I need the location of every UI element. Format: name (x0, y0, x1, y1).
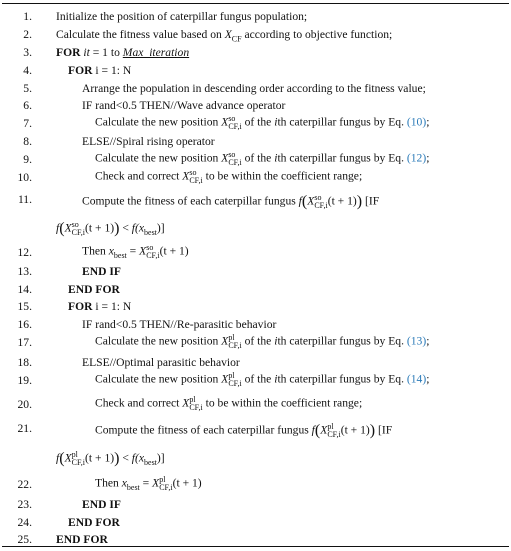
line-number: 21. (17, 422, 32, 435)
line-text: Check and correct X pl CF,i to be within the coefficient range; (95, 395, 363, 412)
line-number: 11. (17, 193, 32, 206)
top-rule (2, 3, 509, 4)
line-text: Calculate the fitness value based on $X_{CF}$ according to objective function; (56, 28, 393, 44)
line-number: 17. (17, 336, 32, 349)
line-text: Calculate the new position X pl CF,i of the ith caterpillar fungus by Eq. (14); (95, 371, 430, 388)
line-continuation: f(X so CF,i $(t + 1)) < f(x_{best})$] (56, 220, 165, 237)
line-number: 22. (17, 478, 32, 491)
line-text: IF rand<0.5 THEN//Re-parasitic behavior (82, 318, 277, 331)
line-text: Calculate the new position X so CF,i of the ith caterpillar fungus by Eq. (10); (95, 114, 430, 131)
line-number: 25. (17, 533, 32, 546)
line-number: 24. (17, 516, 32, 529)
line-number: 15. (17, 300, 32, 313)
line-text: END IF (82, 498, 121, 511)
line-number: 5. (23, 82, 32, 95)
line-text: Check and correct X so CF,i to be within the coefficient range; (95, 168, 363, 185)
line-number: 7. (23, 117, 32, 130)
line-text: Then $x_{best} = X$ so CF,i (t + 1) (82, 243, 189, 260)
line-text: Initialize the position of caterpillar fungus population; (56, 10, 308, 23)
line-text: ELSE//Spiral rising operator (82, 135, 215, 148)
bottom-rule (2, 546, 509, 547)
line-text: Compute the fitness of each caterpillar fungus f(X so CF,i (t + 1)) [IF (82, 193, 380, 210)
line-text: FOR i = 1: N (68, 300, 132, 313)
line-text: END FOR (56, 533, 108, 546)
line-text: END FOR (68, 283, 120, 296)
line-text: FOR i = 1: N (68, 64, 132, 77)
line-number: 1. (23, 10, 32, 23)
line-text: ELSE//Optimal parasitic behavior (82, 356, 240, 369)
line-number: 19. (17, 374, 32, 387)
line-text: IF rand<0.5 THEN//Wave advance operator (82, 99, 286, 112)
line-text: FOR it = 1 to Max_iteration (56, 46, 190, 59)
line-text: Then $x_{best} = X$ pl CF,i (t + 1) (95, 475, 202, 492)
line-number: 16. (17, 318, 32, 331)
line-text: END FOR (68, 516, 120, 529)
line-continuation: f(X pl CF,i $(t + 1)) < f(x_{best})$] (56, 450, 165, 467)
line-text: END IF (82, 265, 121, 278)
line-number: 3. (23, 46, 32, 59)
line-text: Calculate the new position X pl CF,i of the ith caterpillar fungus by Eq. (13); (95, 333, 430, 350)
line-number: 18. (17, 356, 32, 369)
line-number: 12. (17, 246, 32, 259)
line-number: 9. (23, 153, 32, 166)
line-number: 14. (17, 283, 32, 296)
line-number: 2. (23, 28, 32, 41)
line-number: 10. (17, 171, 32, 184)
line-text: Arrange the population in descending order according to the fitness value; (82, 82, 426, 95)
line-number: 8. (23, 135, 32, 148)
line-number: 6. (23, 99, 32, 112)
line-number: 20. (17, 398, 32, 411)
line-text: Calculate the new position X so CF,i of the ith caterpillar fungus by Eq. (12); (95, 150, 430, 167)
line-number: 13. (17, 265, 32, 278)
line-number: 23. (17, 498, 32, 511)
line-number: 4. (23, 64, 32, 77)
line-text: Compute the fitness of each caterpillar fungus f(X pl CF,i (t + 1)) [IF (95, 422, 393, 439)
